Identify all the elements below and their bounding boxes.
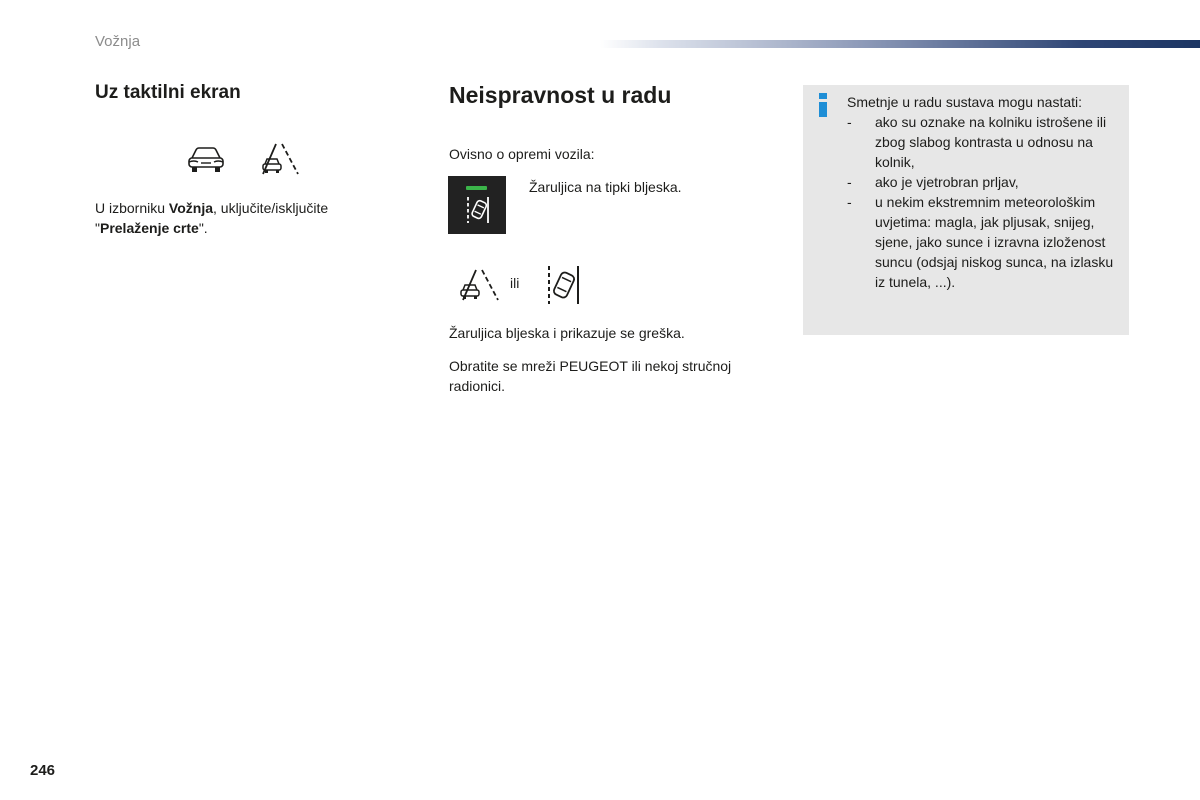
list-item: - ako su oznake na kolniku istrošene ili zbog slabog kontrasta u odnosu na kolnik, xyxy=(847,114,1107,170)
lane-crossing-warning-icon xyxy=(458,268,500,302)
lane-keep-warning-icon xyxy=(544,264,582,306)
touchscreen-instruction: U izborniku Vožnja, uključite/isključite "Prelaženje crte". xyxy=(95,200,329,236)
info-intro: Smetnje u radu sustava mogu nastati: xyxy=(847,94,1083,110)
contact-dealer-text: Obratite se mreži PEUGEOT ili nekoj stručnoj radionici. xyxy=(449,358,732,394)
section-label: Vožnja xyxy=(95,33,141,50)
lane-keep-button-icon xyxy=(465,195,491,225)
info-list xyxy=(847,112,1125,292)
equipment-intro: Ovisno o opremi vozila: xyxy=(449,146,595,162)
lane-crossing-icon xyxy=(258,142,300,176)
green-led-indicator xyxy=(466,186,487,190)
tile-caption: Žaruljica na tipki bljeska. xyxy=(529,179,682,195)
option-name: Prelaženje crte xyxy=(99,220,199,236)
section-title-touchscreen: Uz taktilni ekran xyxy=(95,82,241,103)
list-item: - ako je vjetrobran prljav, xyxy=(847,174,1019,190)
info-icon xyxy=(818,93,828,119)
menu-name-vožnja: Vožnja xyxy=(168,200,213,216)
info-box xyxy=(803,85,1129,335)
page-number: 246 xyxy=(30,762,56,779)
header-bar xyxy=(600,40,1200,48)
car-front-icon xyxy=(186,146,226,174)
list-item: - u nekim ekstremnim meteorološkim uvjetima: magla, jak pljusak, snijeg, sjene, jako sunce i izravna izloženost suncu (odsjaj niskog sunca, na izlasku iz tunela, ...). xyxy=(847,194,1114,290)
flash-error-text: Žaruljica bljeska i prikazuje se greška. xyxy=(449,325,685,341)
button-warning-tile xyxy=(448,176,506,234)
or-label: ili xyxy=(510,275,520,291)
section-title-malfunction: Neispravnost u radu xyxy=(449,82,672,108)
